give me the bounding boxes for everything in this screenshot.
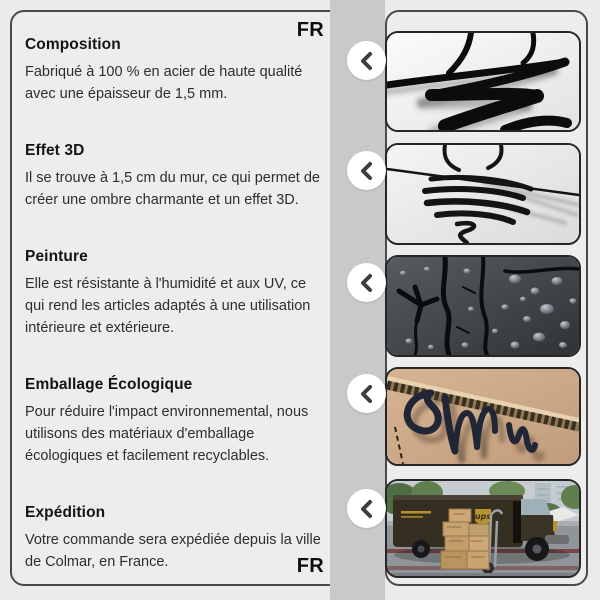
section-heading: Expédition [25, 504, 106, 521]
carousel-image-paint-texture[interactable] [385, 255, 581, 357]
chevron-left-icon [354, 48, 380, 74]
carousel-image-wall-art-side[interactable] [385, 31, 581, 132]
section-heading: Effet 3D [25, 142, 85, 159]
section-peinture [25, 248, 366, 339]
section-effet-3d [25, 142, 366, 211]
section-body: Il se trouve à 1,5 cm du mur, ce qui permet de créer une ombre charmante et un effet 3D. [25, 170, 320, 208]
carousel-image-eco-packaging[interactable] [385, 367, 581, 466]
carousel-prev-button[interactable] [347, 41, 386, 80]
carousel-image-delivery-truck[interactable] [385, 479, 581, 578]
carousel-prev-button[interactable] [347, 263, 386, 302]
section-body: Fabriqué à 100 % en acier de haute qualité avec une épaisseur de 1,5 mm. [25, 64, 303, 102]
chevron-left-icon [354, 158, 380, 184]
chevron-left-icon [354, 381, 380, 407]
language-badge-bottom: FR [296, 555, 324, 577]
carousel-prev-button[interactable] [347, 489, 386, 528]
carousel-image-wall-art-angle[interactable] [385, 143, 581, 245]
description-card [10, 10, 382, 586]
section-emballage [25, 376, 366, 467]
section-body: Pour réduire l'impact environnemental, nous utilisons des matériaux d'emballage écologiques et facilement recyclables. [25, 404, 309, 464]
section-heading: Composition [25, 36, 121, 53]
section-heading: Emballage Écologique [25, 376, 193, 393]
section-body: Elle est résistante à l'humidité et aux UV, ce qui rend les articles adaptés à une utilisation intérieure et extérieure. [25, 276, 311, 336]
carousel-prev-button[interactable] [347, 151, 386, 190]
language-badge-top: FR [296, 19, 324, 41]
section-heading: Peinture [25, 248, 88, 265]
section-body: Votre commande sera expédiée depuis la ville de Colmar, en France. [25, 532, 321, 570]
section-composition [25, 36, 366, 105]
carousel-prev-button[interactable] [347, 374, 386, 413]
chevron-left-icon [354, 270, 380, 296]
chevron-left-icon [354, 496, 380, 522]
svg-text:ups: ups [474, 512, 492, 521]
